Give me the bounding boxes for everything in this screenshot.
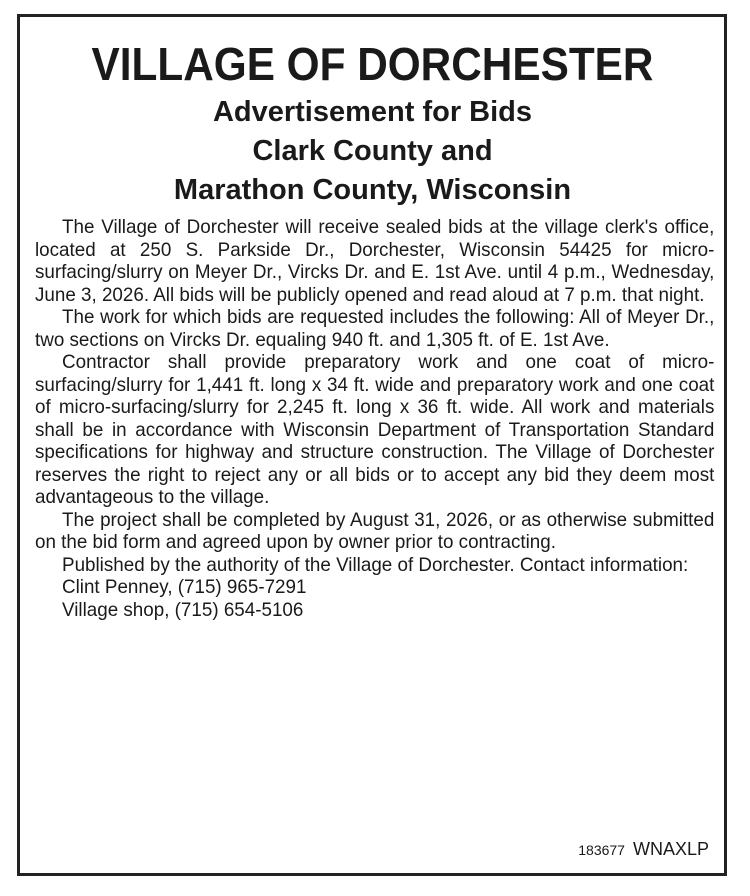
- notice-subtitle: [35, 93, 710, 210]
- notice-body: [35, 216, 715, 621]
- contact-line: Clint Penney, (715) 965-7291: [62, 576, 307, 598]
- subtitle-line-3: Marathon County, Wisconsin: [173, 174, 572, 206]
- paragraph-publication: Published by the authority of the Village of Dorchester. Contact information:: [62, 553, 689, 576]
- subtitle-line-2: Clark County and: [252, 135, 493, 167]
- subtitle-line-1: Advertisement for Bids: [212, 96, 533, 128]
- legal-notice: [17, 14, 727, 876]
- paragraph-work-scope: The work for which bids are requested includes the following: All of Meyer Dr., two sections on Vircks Dr. equaling 940 ft. and 1,305 ft. of E. 1st Ave.: [35, 306, 715, 351]
- ad-identifier: [578, 838, 709, 861]
- ad-code: WNAXLP: [632, 839, 709, 859]
- paragraph-contractor-requirements: Contractor shall provide preparatory work and one coat of micro-surfacing/slurry for 1,441 ft. long x 34 ft. wide and preparatory work and one coat of micro-surfacing/slurry for 2,245 ft. long x 36 ft. wide. All work and materials shall be in accordance with Wisconsin Department of Transportation Standard specifications for highway and structure construction. The Village of Dorchester reserves the right to reject any or all bids or to accept any bid they deem most advantageous to the village.: [35, 351, 715, 508]
- ad-number: 183677: [578, 842, 625, 858]
- paragraph-bid-receipt: The Village of Dorchester will receive sealed bids at the village clerk's office, located at 250 S. Parkside Dr., Dorchester, Wisconsin 54425 for micro-surfacing/slurry on Meyer Dr., Vircks Dr. and E. 1st Ave. until 4 p.m., Wednesday, June 3, 2026. All bids will be publicly opened and read aloud at 7 p.m. that night.: [35, 216, 715, 306]
- notice-title: VILLAGE OF DORCHESTER: [91, 38, 654, 90]
- contact-line: Village shop, (715) 654-5106: [62, 598, 304, 621]
- paragraph-completion-date: The project shall be completed by August 31, 2026, or as otherwise submitted on the bid form and agreed upon by owner prior to contracting.: [35, 508, 715, 553]
